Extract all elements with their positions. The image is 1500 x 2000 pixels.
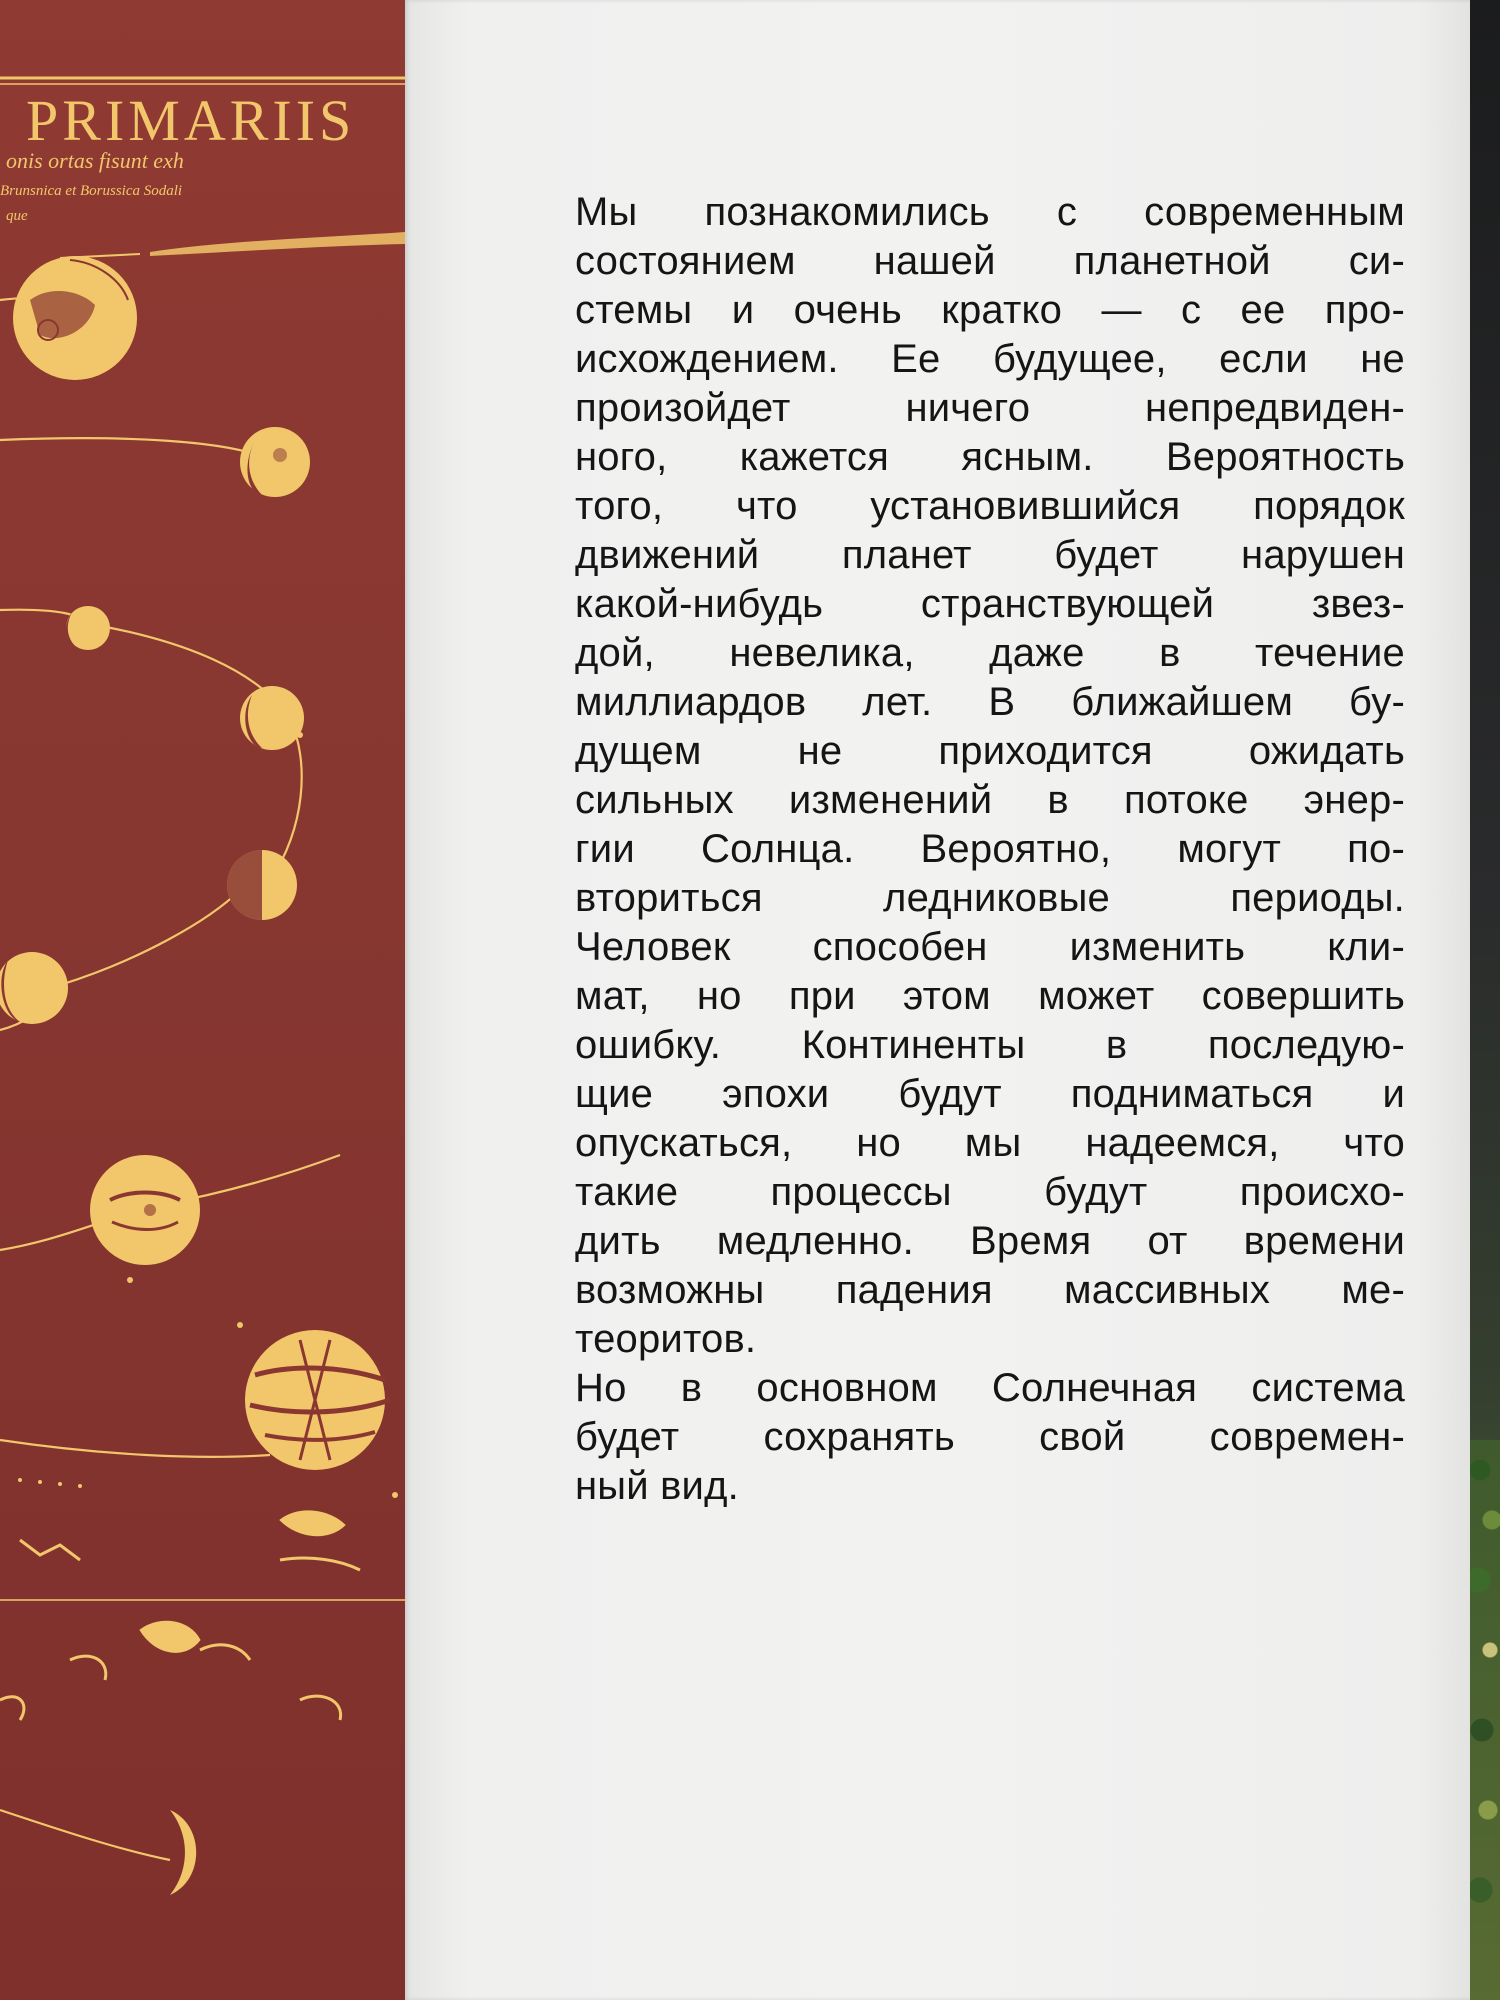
planet-gibbous-1 xyxy=(0,952,68,1024)
text-line: будет сохранять свой современ- xyxy=(575,1415,1405,1459)
text-line: ного, кажется ясным. Вероятность xyxy=(575,435,1405,479)
text-line: опускаться, но мы надеемся, что xyxy=(575,1121,1405,1165)
text-line: сильных изменений в потоке энер- xyxy=(575,778,1405,822)
planet-saturn xyxy=(245,1330,390,1470)
comet-streak xyxy=(150,232,405,256)
planet-jupiter xyxy=(90,1155,200,1265)
planetary-orbits-engraving xyxy=(0,0,405,2000)
text-line: Но в основном Солнечная система xyxy=(575,1366,1405,1410)
text-line: дить медленно. Время от времени xyxy=(575,1219,1405,1263)
text-line: возможны падения массивных ме- xyxy=(575,1268,1405,1312)
planet-earth-with-map xyxy=(13,256,137,380)
text-line: ошибку. Континенты в последую- xyxy=(575,1023,1405,1067)
lower-figures xyxy=(0,1511,360,1720)
text-line: движений планет будет нарушен xyxy=(575,533,1405,577)
text-line: Человек способен изменить кли- xyxy=(575,925,1405,969)
text-line: миллиардов лет. В ближайшем бу- xyxy=(575,680,1405,724)
text-line: вториться ледниковые периоды. xyxy=(575,876,1405,920)
foliage-photo-edge xyxy=(1470,1440,1500,2000)
text-line: какой-нибудь странствующей звез- xyxy=(575,582,1405,626)
engraving-script-line-1: onis ortas fisunt exh xyxy=(6,148,184,173)
adjacent-book-edge xyxy=(1470,0,1500,2000)
text-line: исхождением. Ее будущее, если не xyxy=(575,337,1405,381)
engraving-script-line-3: que xyxy=(6,208,28,224)
text-line: такие процессы будут происхо- xyxy=(575,1170,1405,1214)
text-line: Мы познакомились с современным xyxy=(575,190,1405,234)
engraving-heading: PRIMARIIS xyxy=(26,88,356,153)
text-line: произойдет ничего непредвиден- xyxy=(575,386,1405,430)
text-line: ный вид. xyxy=(575,1464,739,1508)
planet-crescent-1 xyxy=(240,427,310,497)
text-line: стемы и очень кратко — с ее про- xyxy=(575,288,1405,332)
engraving-script-line-2: Brunsnica et Borussica Sodali xyxy=(0,183,183,199)
planet-crescent-2 xyxy=(66,606,110,650)
planet-crescent-3 xyxy=(240,686,304,750)
text-line: гии Солнца. Вероятно, могут по- xyxy=(575,827,1405,871)
engraving-illustration xyxy=(0,0,405,2000)
text-line: щие эпохи будут подниматься и xyxy=(575,1072,1405,1116)
text-page xyxy=(405,0,1472,2000)
text-line: дущем не приходится ожидать xyxy=(575,729,1405,773)
crescent-moon-lower xyxy=(170,1810,196,1895)
planet-half-1 xyxy=(227,850,297,920)
text-line: мат, но при этом может совершить xyxy=(575,974,1405,1018)
text-line: состоянием нашей планетной си- xyxy=(575,239,1405,283)
text-line: теоритов. xyxy=(575,1317,757,1361)
body-text xyxy=(575,188,1405,1511)
text-line: дой, невелика, даже в течение xyxy=(575,631,1405,675)
text-line: того, что установившийся порядок xyxy=(575,484,1405,528)
